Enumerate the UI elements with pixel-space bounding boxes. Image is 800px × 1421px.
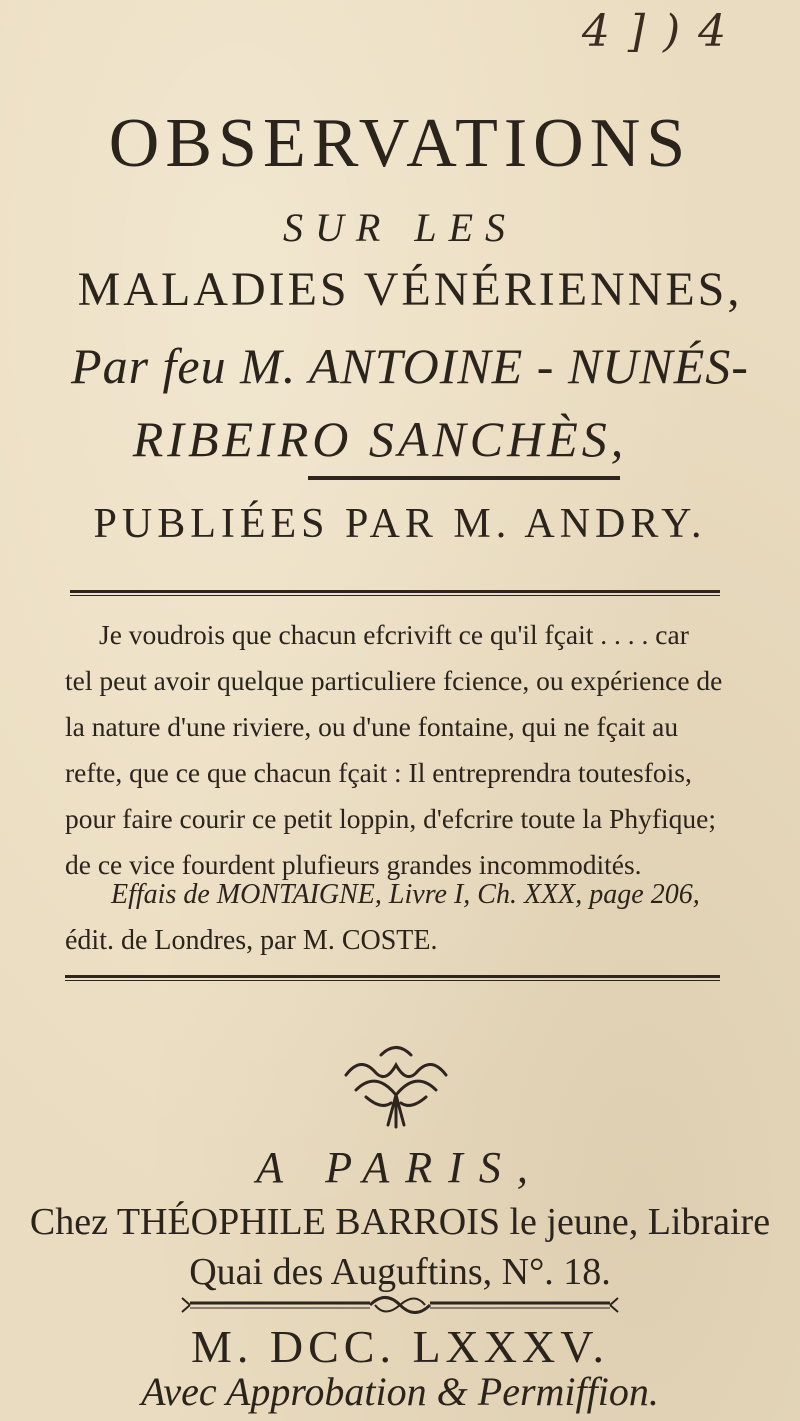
citation — [65, 872, 755, 964]
double-rule-bottom — [65, 975, 720, 981]
epigraph-line: pour faire courir ce petit loppin, d'efcrire toute la Phyfique; — [65, 803, 716, 834]
epigraph — [65, 612, 755, 888]
title-subject: MALADIES VÉNÉRIENNES, — [77, 263, 743, 316]
short-rule — [308, 476, 620, 480]
epigraph-line: tel peut avoir quelque particuliere fcience, ou expérience de — [65, 665, 723, 696]
epigraph-line: refte, que ce que chacun fçait : Il entreprendra toutesfois, — [65, 757, 692, 788]
imprint-privilege: Avec Approbation & Permiffion. — [141, 1369, 659, 1414]
epigraph-line: la nature d'une riviere, ou d'une fontaine, qui ne fçait au — [65, 711, 679, 742]
imprint-printer: Chez THÉOPHILE BARROIS le jeune, Libraire — [29, 1201, 771, 1243]
epigraph-line: Je voudrois que chacun efcrivift ce qu'il fçait . . . . car — [99, 619, 689, 650]
citation-line-1: Effais de MONTAIGNE, Livre I, Ch. XXX, page 206, — [111, 879, 700, 910]
imprint-address: Quai des Auguftins, N°. 18. — [189, 1251, 611, 1293]
author-line-2: RIBEIRO SANCHÈS, — [132, 411, 628, 467]
double-rule-top — [70, 590, 720, 596]
main-title: OBSERVATIONS — [108, 105, 692, 182]
imprint-date: M. DCC. LXXXV. — [190, 1321, 610, 1372]
manuscript-note: 4 ] ) 4 — [581, 6, 729, 57]
imprint-city: A PARIS, — [256, 1143, 544, 1192]
title-sur-les: SUR LES — [283, 205, 517, 250]
citation-line-2: édit. de Londres, par M. COSTE. — [65, 925, 438, 956]
author-line-1: Par feu M. ANTOINE - NUNÉS- — [71, 338, 749, 394]
printer-ornament-icon — [336, 1035, 456, 1135]
epigraph-line: de ce vice fourdent plufieurs grandes incommodités. — [65, 849, 642, 880]
ornamental-rule-icon — [180, 1290, 620, 1320]
publisher-line: PUBLIÉES PAR M. ANDRY. — [93, 501, 707, 547]
